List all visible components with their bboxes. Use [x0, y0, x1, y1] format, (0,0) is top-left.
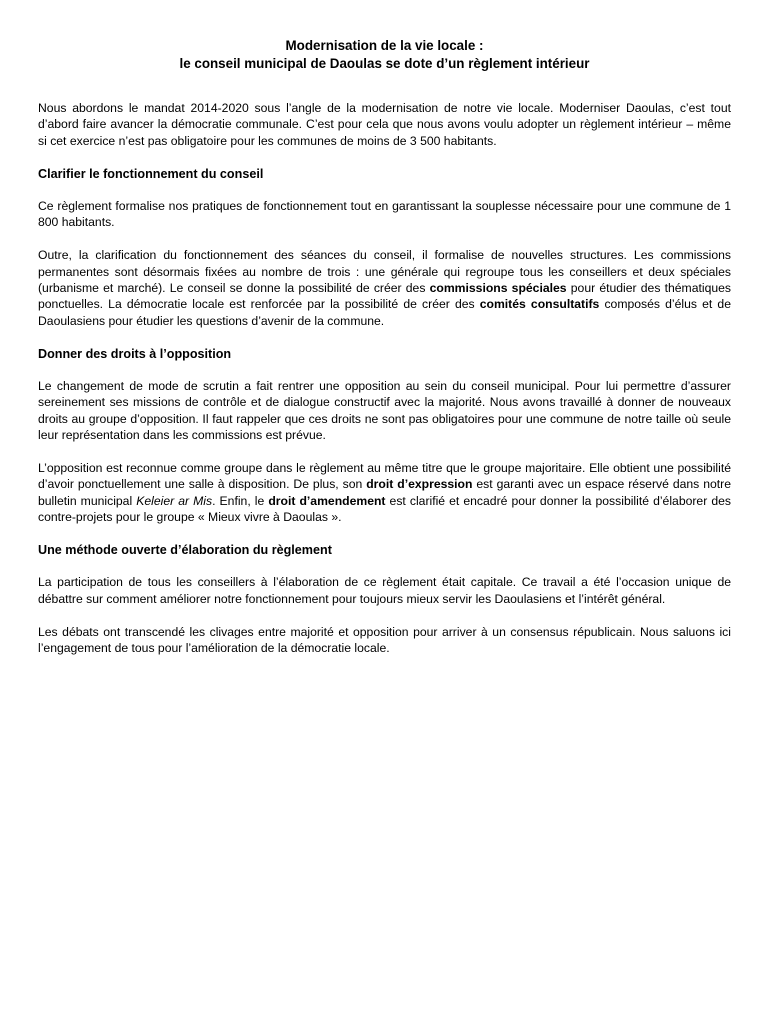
section-1-paragraph-1: Ce règlement formalise nos pratiques de fonctionnement tout en garantissant la souplesse nécessaire pour une commune de 1 800 habitants. — [38, 198, 731, 230]
section-1-paragraph-2 — [38, 247, 731, 328]
bold-term: droit d’expression — [366, 477, 473, 492]
text-run: est clarifié et encadré pour donner la possibilité d’élaborer des contre-projets pour le groupe « Mieux vivre à Daoulas ». — [38, 493, 731, 525]
section-2-paragraph-1: Le changement de mode de scrutin a fait rentrer une opposition au sein du conseil municipal. Pour lui permettre d’assurer sereinement ses missions de contrôle et de dialogue constructif avec la majorité. Nous avons travaillé à donner de nouveaux droits au groupe d’opposition. Il faut rappeler que ces droits ne sont pas obligatoires pour une commune de notre taille où seule leur représentation dans les commissions est prévue. — [38, 378, 731, 442]
bold-term: droit d’amendement — [268, 493, 386, 508]
section-3-paragraph-1: La participation de tous les conseillers à l’élaboration de ce règlement était capitale. Ce travail a été l’occasion unique de débattre sur comment améliorer notre fonctionnement pour toujours mieux servir les Daoulasiens et l’intérêt général. — [38, 575, 731, 606]
title-line-2: le conseil municipal de Daoulas se dote d’un règlement intérieur — [179, 56, 590, 71]
section-1-heading: Clarifier le fonctionnement du conseil — [38, 166, 264, 181]
title-line-1: Modernisation de la vie locale : — [285, 38, 484, 53]
bold-term: commissions spéciales — [429, 281, 567, 296]
document-title — [38, 37, 731, 73]
intro-paragraph: Nous abordons le mandat 2014-2020 sous l’angle de la modernisation de notre vie locale. Moderniser Daoulas, c’est tout d’abord faire avancer la démocratie communale. C’est pour cela que nous avons voulu adopter un règlement intérieur – même si cet exercice n’est pas obligatoire pour les communes de moins de 3 500 habitants. — [38, 101, 731, 148]
text-run: composés d’élus et de Daoulasiens pour étudier les questions d’avenir de la commune. — [38, 297, 731, 328]
text-run: est garanti avec un espace réservé dans notre bulletin municipal — [38, 477, 731, 508]
section-3-paragraph-2: Les débats ont transcendé les clivages entre majorité et opposition pour arriver à un consensus républicain. Nous saluons ici l’engagement de tous pour l’amélioration de la démocratie locale. — [38, 624, 731, 656]
text-run: pour étudier des thématiques ponctuelles. La démocratie locale est renforcée par la possibilité de créer des — [38, 281, 732, 312]
section-2-heading: Donner des droits à l’opposition — [38, 346, 232, 361]
text-run: . Enfin, le — [212, 493, 269, 508]
italic-term: Keleier ar Mis — [136, 493, 213, 508]
text-run: L’opposition est reconnue comme groupe dans le règlement au même titre que le groupe majoritaire. Elle obtient une possibilité d’avoir ponctuellement une salle à disposition. De plus, son — [38, 461, 731, 492]
section-2-paragraph-2 — [38, 460, 731, 525]
text-run: Outre, la clarification du fonctionnement des séances du conseil, il formalise de nouvelles structures. Les commissions permanentes sont désormais fixées au nombre de trois : une générale qui regroupe tous les conseillers et deux spéciales (urbanisme et marché). Le conseil se donne la possibilité de créer des — [38, 248, 731, 296]
section-3-heading: Une méthode ouverte d’élaboration du règlement — [38, 543, 332, 558]
bold-term: comités consultatifs — [479, 297, 600, 312]
